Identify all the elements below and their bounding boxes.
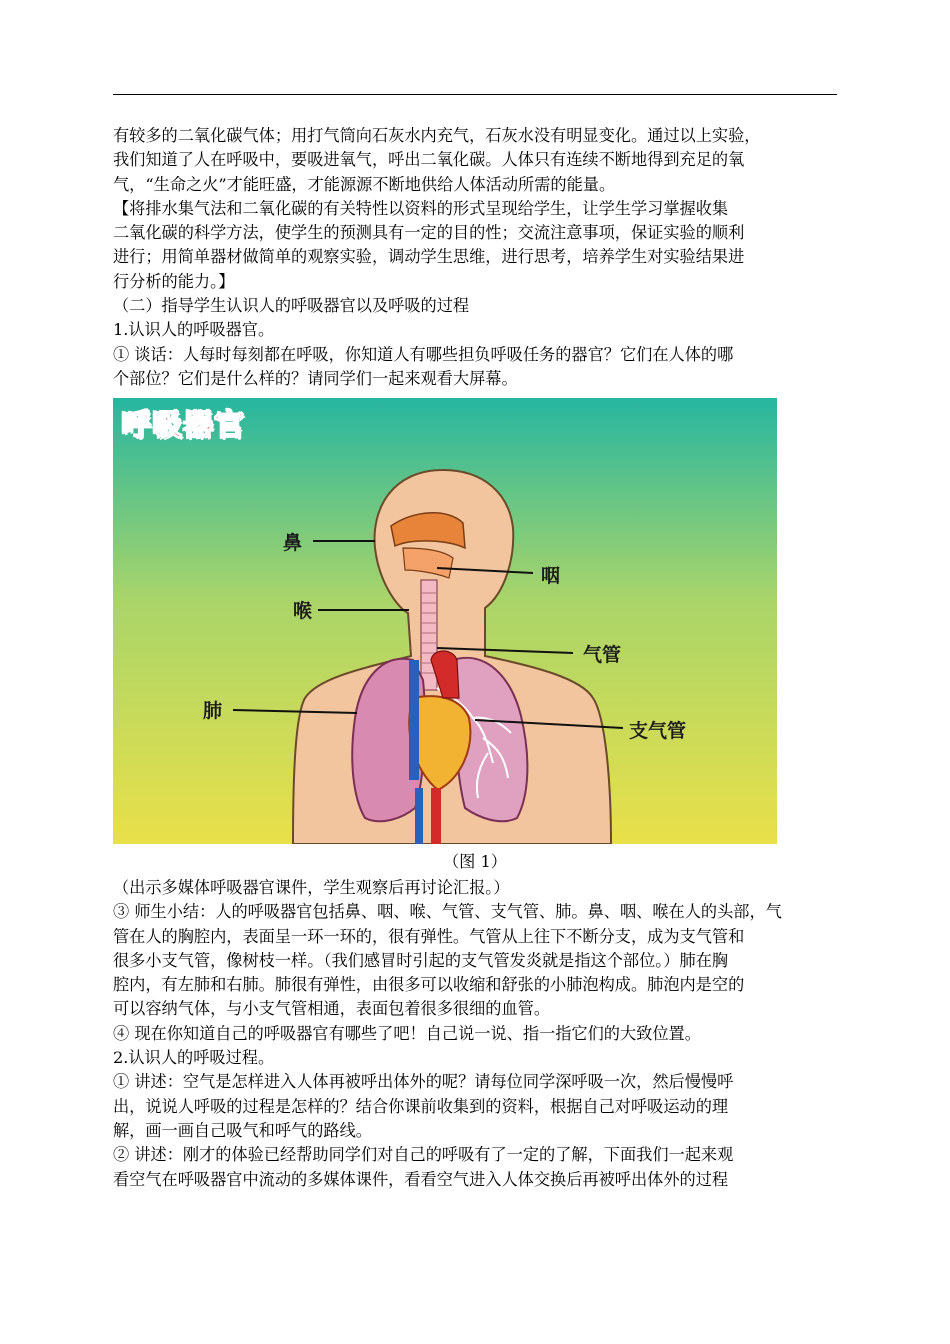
text-line: 我们知道了人在呼吸中，要吸进氧气，呼出二氧化碳。人体只有连续不断地得到充足的氧 [113,150,745,170]
paragraph [113,124,837,197]
paragraph [113,1022,837,1046]
figure-title: 呼吸器官 [121,408,245,443]
text-line: ① 讲述：空气是怎样进入人体再被呼出体外的呢？请每位同学深呼吸一次，然后慢慢呼 [113,1072,734,1092]
paragraph [113,343,837,392]
label-nose: 鼻 [283,532,303,554]
respiratory-organs-illustration [113,398,777,844]
text-line: 进行；用简单器材做简单的观察实验，调动学生思维，进行思考，培养学生对实验结果进 [113,247,745,267]
paragraph [113,1143,837,1192]
paragraph [113,1046,837,1070]
text-line: 看空气在呼吸器官中流动的多媒体课件，看看空气进入人体交换后再被呼出体外的过程 [113,1169,729,1189]
paragraph [113,294,837,318]
label-pharynx: 咽 [541,565,561,587]
lower-vein [415,788,423,844]
text-line: 2.认识人的呼吸过程。 [113,1048,275,1068]
figure-caption: （图 1） [442,852,507,871]
paragraph [113,318,837,342]
vena-cava-shape [409,660,419,780]
text-line: 很多小支气管，像树枝一样。（我们感冒时引起的支气管发炎就是指这个部位。）肺在胸 [113,950,729,970]
text-line: 腔内，有左肺和右肺。肺很有弹性，由很多可以收缩和舒张的小肺泡构成。肺泡内是空的 [113,975,745,995]
descending-aorta [431,788,441,844]
text-line: 解，画一画自己吸气和呼气的路线。 [113,1120,372,1140]
text-line: 【将排水集气法和二氧化碳的有关特性以资料的形式呈现给学生，让学生学习掌握收集 [113,198,729,218]
header-rule [113,94,837,95]
text-line: 气，“生命之火”才能旺盛，才能源源不断地供给人体活动所需的能量。 [113,174,616,194]
label-bronchus: 支气管 [629,720,687,742]
text-line: ② 讲述：刚才的体验已经帮助同学们对自己的呼吸有了一定的了解，下面我们一起来观 [113,1145,734,1165]
text-line: 1.认识人的呼吸器官。 [113,320,275,340]
text-line: 出，说说人呼吸的过程是怎样的？结合你课前收集到的资料，根据自己对呼吸运动的理 [113,1096,729,1116]
text-line: （二）指导学生认识人的呼吸器官以及呼吸的过程 [113,296,470,316]
paragraph [113,876,837,900]
respiratory-organs-figure [113,398,777,844]
text-line: 管在人的胸腔内，表面呈一环一环的，很有弹性。气管从上往下不断分支，成为支气管和 [113,926,745,946]
paragraph [113,900,837,1021]
text-line: 行分析的能力。】 [113,271,235,291]
paragraph [113,197,837,294]
body-text-bottom [113,876,837,1192]
text-line: 有较多的二氧化碳气体；用打气筒向石灰水内充气，石灰水没有明显变化。通过以上实验， [113,126,761,145]
label-larynx: 喉 [293,600,313,622]
text-line: ① 谈话：人每时每刻都在呼吸，你知道人有哪些担负呼吸任务的器官？它们在人体的哪 [113,344,734,364]
text-line: 二氧化碳的科学方法，使学生的预测具有一定的目的性；交流注意事项，保证实验的顺利 [113,223,745,243]
text-line: （出示多媒体呼吸器官课件，学生观察后再讨论汇报。） [113,878,510,897]
label-lung: 肺 [203,700,223,722]
text-line: ③ 师生小结：人的呼吸器官包括鼻、咽、喉、气管、支气管、肺。鼻、咽、喉在人的头部，气 [113,902,782,922]
label-trachea: 气管 [583,644,622,666]
text-line: 个部位？它们是什么样的？请同学们一起来观看大屏幕。 [113,368,518,388]
text-line: 可以容纳气体，与小支气管相通，表面包着很多很细的血管。 [113,999,551,1019]
paragraph [113,1070,837,1143]
text-line: ④ 现在你知道自己的呼吸器官有哪些了吧！自己说一说、指一指它们的大致位置。 [113,1023,701,1043]
body-text-top [113,124,837,391]
